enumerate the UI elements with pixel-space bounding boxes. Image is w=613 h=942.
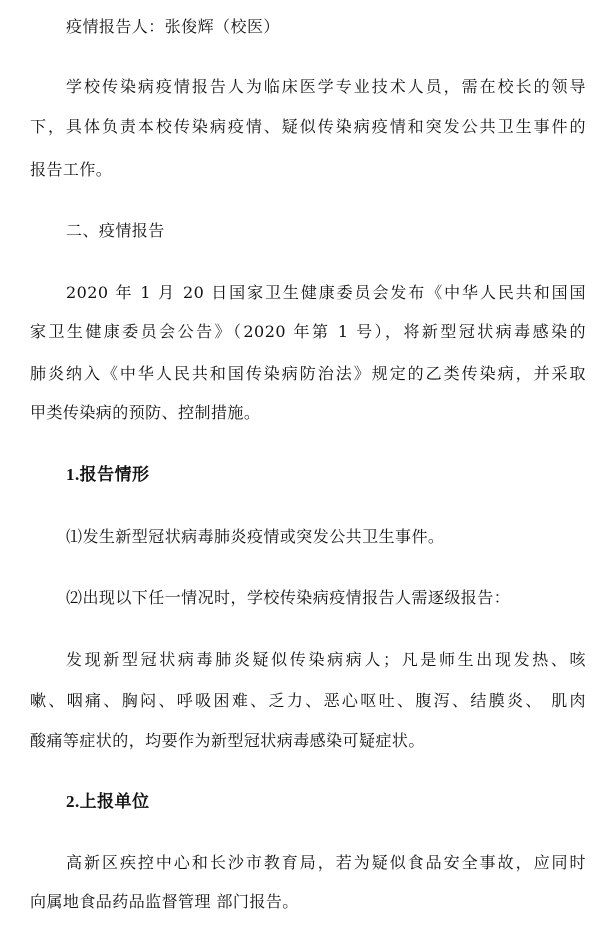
sub2-title: 2.上报单位 <box>66 792 150 811</box>
symptoms-line-1: 发现新型冠状病毒肺炎疑似传染病病人；凡是师生出现发热、咳 <box>66 650 586 669</box>
reporter-desc-line-1: 学校传染病疫情报告人为临床医学专业技术人员，需在校长的领导 <box>66 77 586 96</box>
reporter-desc-line-3: 报告工作。 <box>30 160 113 179</box>
announcement-line-1: 2020 年 1 月 20 日国家卫生健康委员会发布《中华人民共和国国 <box>66 283 586 302</box>
symptoms-line-2: 嗽、咽痛、胸闷、呼吸困难、乏力、恶心呕吐、腹泻、结膜炎、 肌肉 <box>30 691 586 710</box>
announcement-line-2: 家卫生健康委员会公告》（2020 年第 1 号），将新型冠状病毒感染的 <box>30 322 586 341</box>
sub1-item-1: ⑴发生新型冠状病毒肺炎疫情或突发公共卫生事件。 <box>66 527 445 546</box>
units-line-2: 向属地食品药品监督管理 部门报告。 <box>30 892 299 911</box>
sub1-item-2: ⑵出现以下任一情况时，学校传染病疫情报告人需逐级报告： <box>66 588 511 607</box>
units-line-1: 高新区疾控中心和长沙市教育局，若为疑似食品安全事故，应同时 <box>66 853 586 872</box>
reporter-line: 疫情报告人：张俊辉（校医） <box>66 17 280 36</box>
announcement-line-3: 肺炎纳入《中华人民共和国传染病防治法》规定的乙类传染病，并采取 <box>30 364 586 383</box>
announcement-line-4: 甲类传染病的预防、控制措施。 <box>30 403 261 422</box>
symptoms-line-3: 酸痛等症状的，均要作为新型冠状病毒感染可疑症状。 <box>30 731 425 750</box>
reporter-desc-line-2: 下，具体负责本校传染病疫情、疑似传染病疫情和突发公共卫生事件的 <box>30 117 586 136</box>
sub1-title: 1.报告情形 <box>66 465 150 484</box>
section2-title: 二、疫情报告 <box>66 221 165 240</box>
